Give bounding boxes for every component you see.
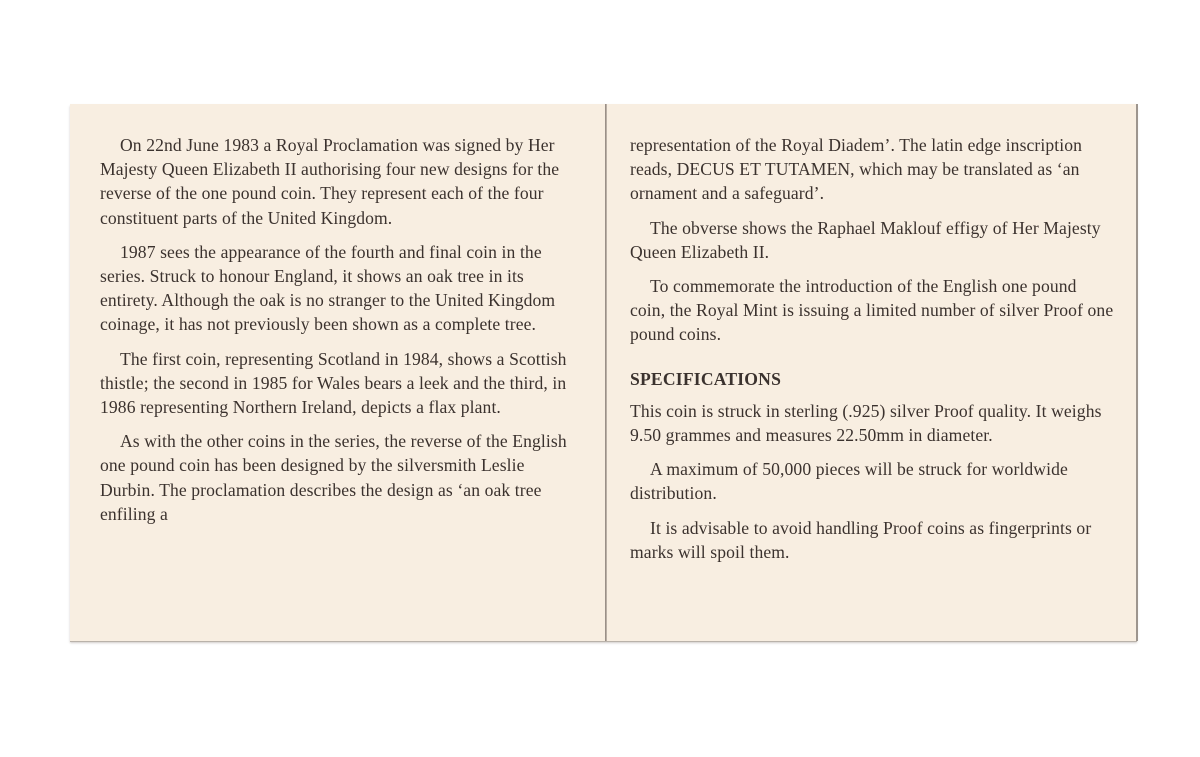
paragraph-england-coin: 1987 sees the appearance of the fourth and final coin in the series. Struck to honour England, it shows an oak tree in its entirety. Although the oak is no stranger to the United Kingdom coinage, it has not previously been shown as a complete tree. (100, 241, 556, 335)
paragraph-edge-inscription: representation of the Royal Diadem’. The latin edge inscription reads, DECUS ET TUTAMEN, which may be translated as ‘an ornament and a safeguard’. (630, 135, 1083, 204)
spec-paragraph-handling: It is advisable to avoid handling Proof coins as fingerprints or marks will spoil them. (630, 517, 1092, 562)
paragraph-proclamation: On 22nd June 1983 a Royal Proclamation was signed by Her Majesty Queen Elizabeth II authorising four new designs for the reverse of the one pound coin. They represent each of the four constituent parts of the United Kingdom. (100, 135, 560, 228)
spec-paragraph-composition: This coin is struck in sterling (.925) silver Proof quality. It weighs 9.50 grammes and measures 22.50mm in diameter. (630, 400, 1102, 446)
left-page-content (100, 133, 580, 536)
paragraph-series-history: The first coin, representing Scotland in 1984, shows a Scottish thistle; the second in 1985 for Wales bears a leek and the third, in 1986 representing Northern Ireland, depicts a flax plant. (100, 348, 567, 418)
right-page (607, 104, 1137, 641)
specifications-heading: SPECIFICATIONS (630, 368, 782, 389)
right-page-content (630, 133, 1115, 574)
leaflet-right-edge (1136, 104, 1138, 641)
left-page (70, 104, 605, 641)
paragraph-obverse: The obverse shows the Raphael Maklouf effigy of Her Majesty Queen Elizabeth II. (630, 217, 1101, 262)
paragraph-designer: As with the other coins in the series, the reverse of the English one pound coin has been designed by the silversmith Leslie Durbin. The proclamation describes the design as ‘an oak tree enfiling a (100, 431, 567, 524)
coin-leaflet (70, 104, 1137, 641)
spec-paragraph-mintage: A maximum of 50,000 pieces will be struck for worldwide distribution. (630, 459, 1068, 504)
paragraph-commemorate: To commemorate the introduction of the English one pound coin, the Royal Mint is issuing a limited number of silver Proof one pound coins. (630, 276, 1114, 345)
